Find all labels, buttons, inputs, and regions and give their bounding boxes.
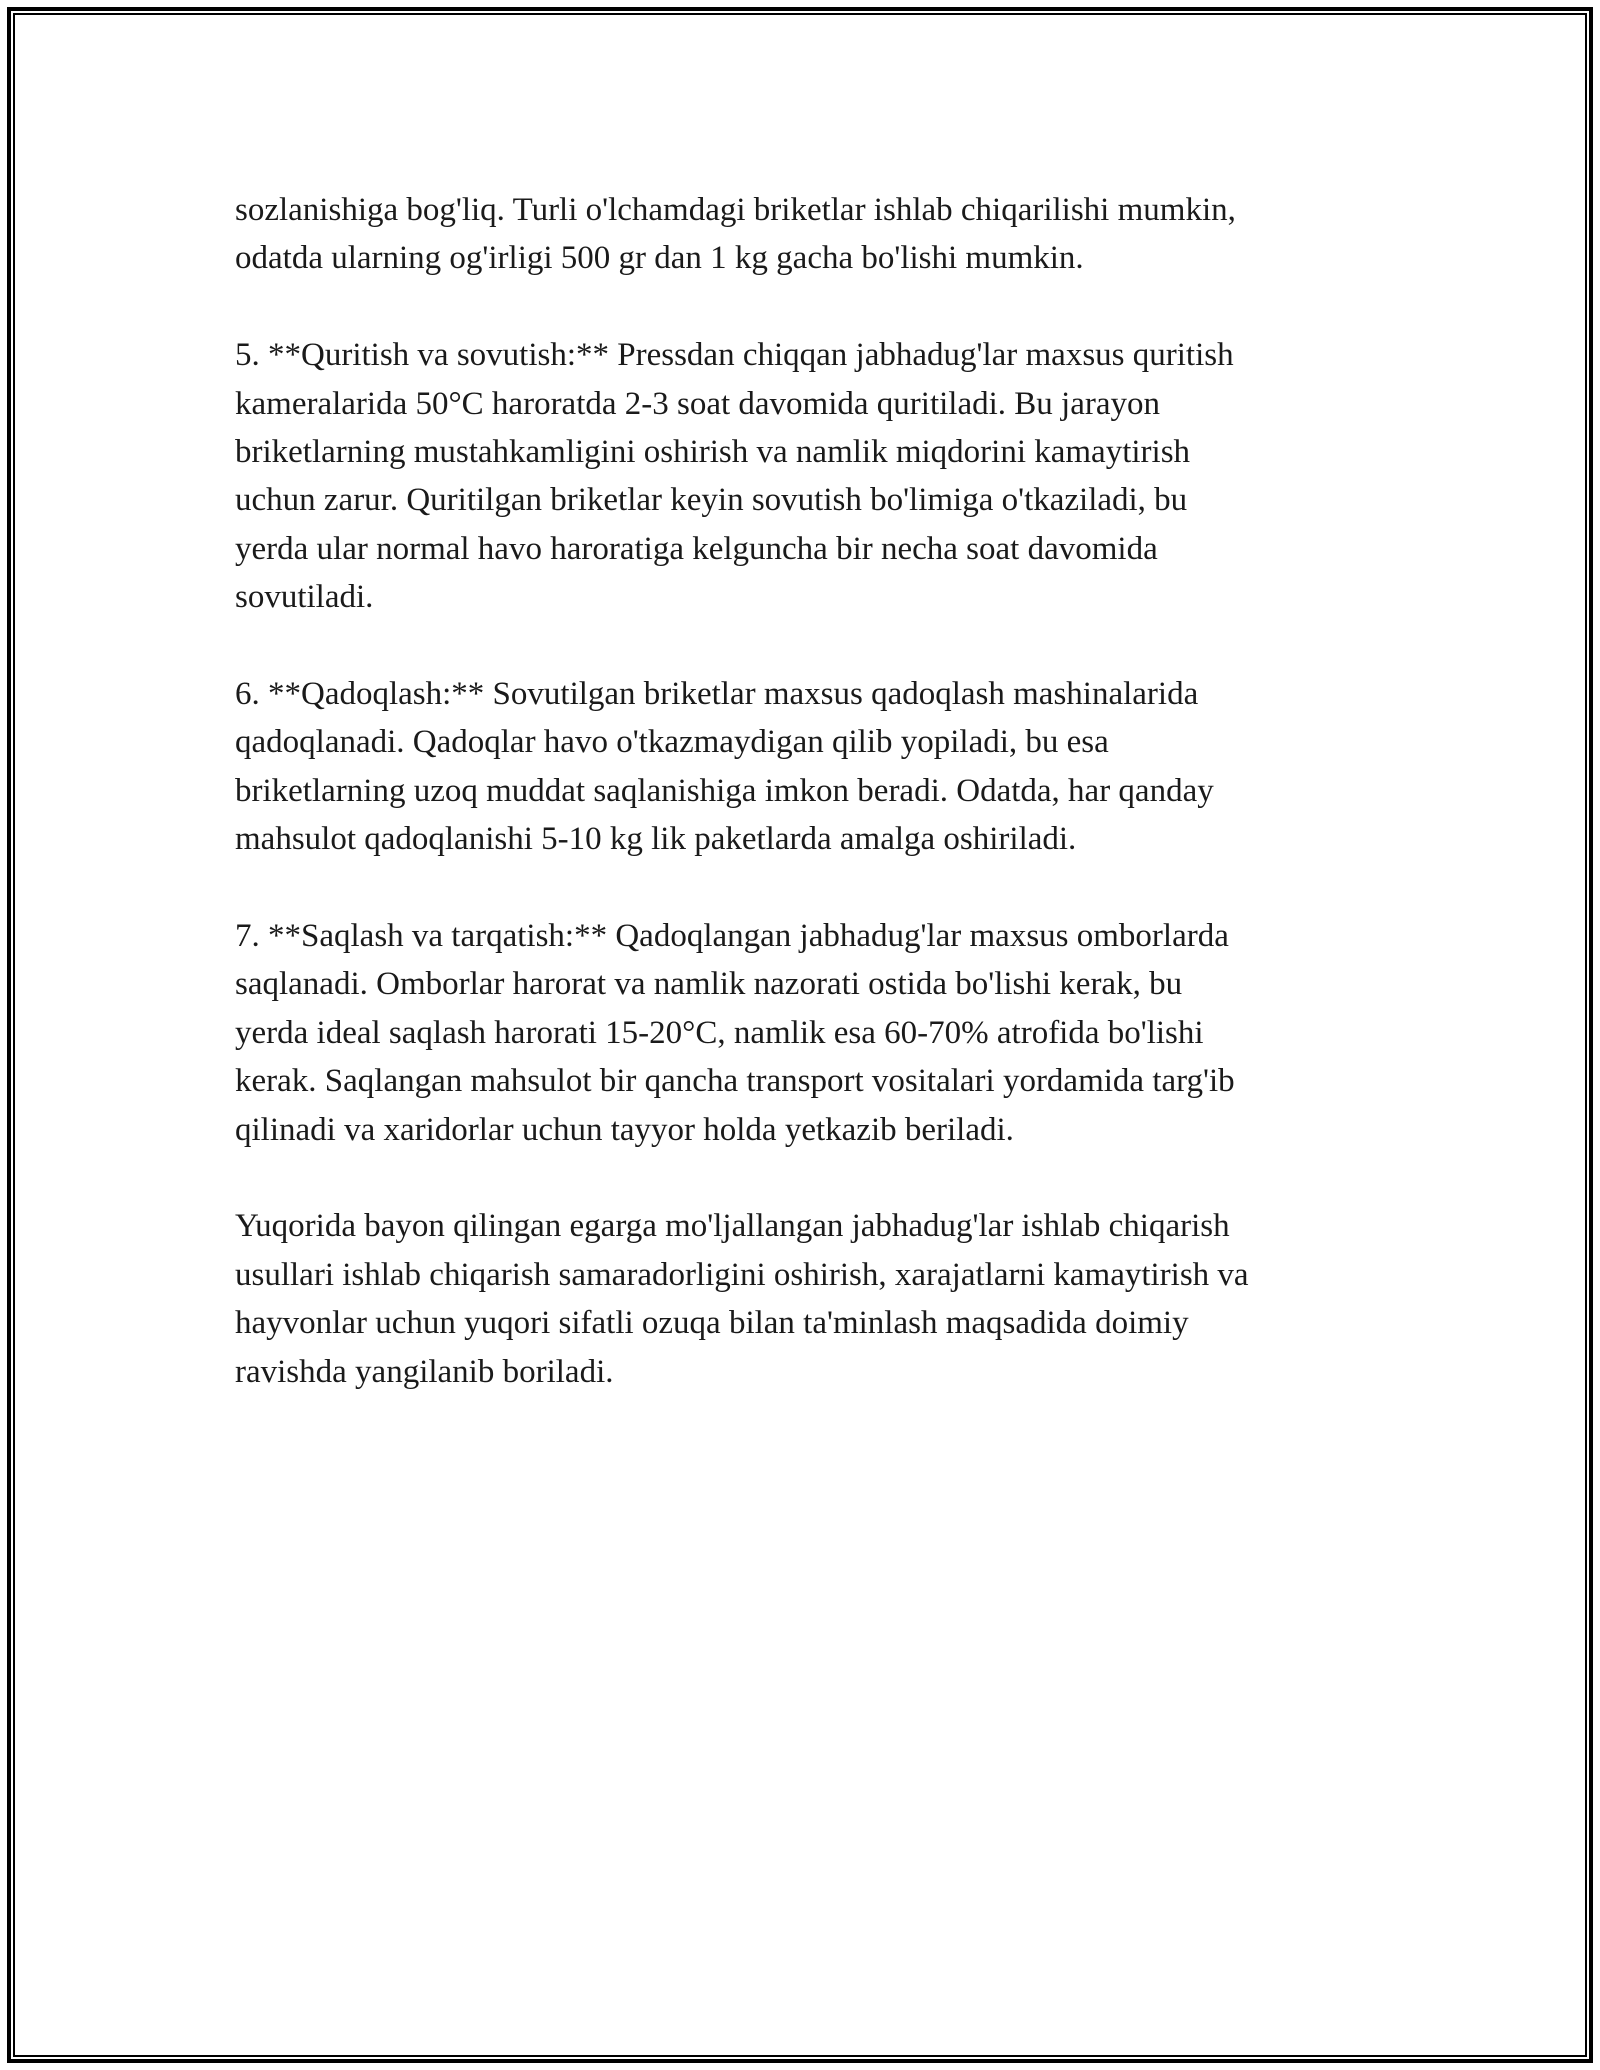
paragraph-conclusion: Yuqorida bayon qilingan egarga mo'ljallangan jabhadug'lar ishlab chiqarish usullari ishlab chiqarish samaradorligini oshirish, xarajatlarni kamaytirish va hayvonlar uchun yuqori sifatli ozuqa bilan ta'minlash maqsadida doimiy ravishda yangilanib boriladi.: [235, 1208, 1249, 1390]
paragraph-briket-size: sozlanishiga bog'liq. Turli o'lchamdagi briketlar ishlab chiqarilishi mumkin, odatda ularning og'irligi 500 gr dan 1 kg gacha bo'lishi mumkin.: [235, 192, 1236, 277]
paragraph-step-6-packaging: 6. **Qadoqlash:** Sovutilgan briketlar maxsus qadoqlash mashinalarida qadoqlanadi. Qadoqlar havo o'tkazmaydigan qilib yopiladi, bu esa briketlarning uzoq muddat saqlanishiga imkon beradi. Odatda, har qanday mahsulot qadoqlanishi 5-10 kg lik paketlarda amalga oshiriladi.: [235, 676, 1214, 858]
paragraph-step-7-storage-distribution: 7. **Saqlash va tarqatish:** Qadoqlangan jabhadug'lar maxsus omborlarda saqlanadi. Omborlar harorat va namlik nazorati ostida bo'lishi kerak, bu yerda ideal saqlash harorati 15-20°C, namlik esa 60-70% atrofida bo'lishi kerak. Saqlangan mahsulot bir qancha transport vositalari yordamida targ'ib qilinadi va xaridorlar uchun tayyor holda yetkazib beriladi.: [235, 918, 1235, 1148]
paragraph-step-5-drying-cooling: 5. **Quritish va sovutish:** Pressdan chiqqan jabhadug'lar maxsus quritish kameralarida 50°C haroratda 2-3 soat davomida quritiladi. Bu jarayon briketlarning mustahkamligini oshirish va namlik miqdorini kamaytirish uchun zarur. Quritilgan briketlar keyin sovutish bo'limiga o'tkaziladi, bu yerda ular normal havo haroratiga kelguncha bir necha soat davomida sovutiladi.: [235, 337, 1234, 616]
document-body: [235, 186, 1365, 1444]
